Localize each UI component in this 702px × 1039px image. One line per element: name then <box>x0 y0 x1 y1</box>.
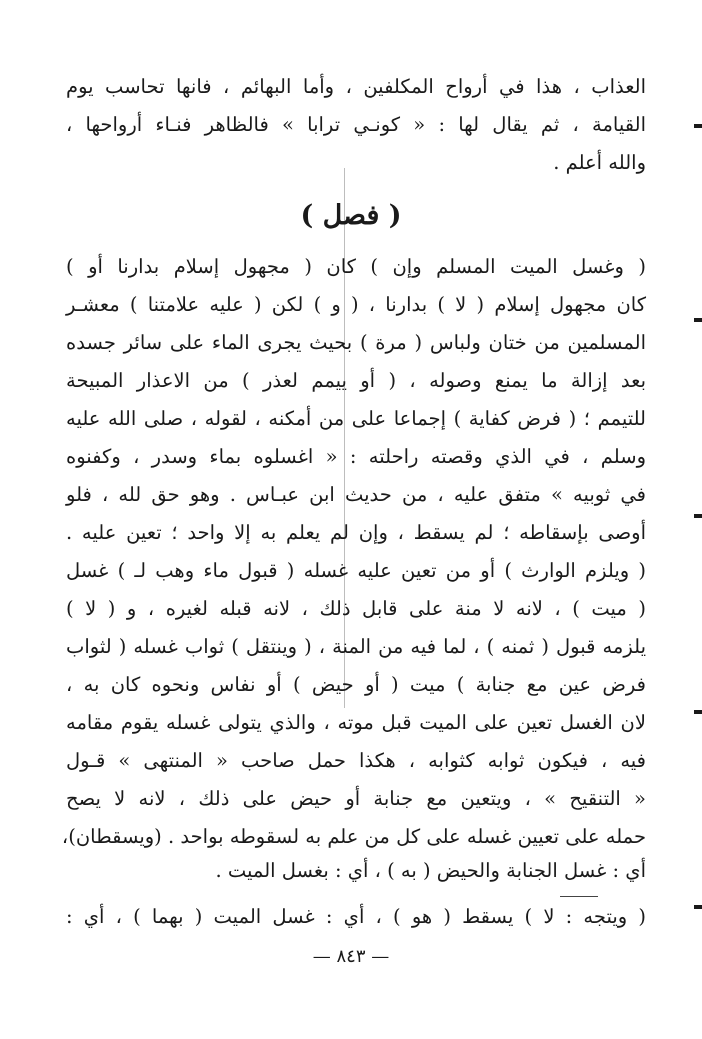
text-line: المسلمين من ختان ولباس ( مرة ) بحيث يجرى الماء على سائر جسده <box>66 331 646 354</box>
text-line: العذاب ، هذا في أرواح المكلفين ، وأما البهائم ، فانها تحاسب يوم <box>66 75 646 98</box>
text-line: حمله على تعيين غسله على كل من علم به لسقوطه بواحد . (ويسقطان)، <box>61 825 646 848</box>
text-line: القيامة ، ثم يقال لها : « كونـي ترابا » فالظاهر فنـاء أرواحها ، <box>66 113 646 136</box>
page-number: — ٨٤٣ — <box>312 946 390 967</box>
scan-edge-mark <box>694 124 702 128</box>
text-line: ( وغسل الميت المسلم وإن ) كان ( مجهول إسلام بدارنا أو ) <box>66 255 646 278</box>
text-line: لان الغسل تعين على الميت قبل موته ، والذي يتولى غسله يقوم مقامه <box>66 711 646 734</box>
text-line: فيه ، فيكون ثوابه كثوابه ، هكذا حمل صاحب « المنتهى » قـول <box>66 749 646 772</box>
text-line: والله أعلم . <box>553 151 646 174</box>
scan-edge-mark <box>694 710 702 714</box>
text-line: فرض عين مع جنابة ) ميت ( أو حيض ) أو نفاس ونحوه كان به ، <box>66 673 646 696</box>
text-line: ( ويلزم الوارث ) أو من تعين عليه غسله ( قبول ماء وهب لـ ) غسل <box>66 559 646 582</box>
text-line: وسلم ، في الذي وقصته راحلته : « اغسلوه بماء وسدر ، وكفنوه <box>66 445 646 468</box>
text-line: ( ويتجه : لا ) يسقط ( هو ) ، أي : غسل الميت ( بهما ) ، أي : <box>66 905 646 928</box>
text-line: « التنقيح » ، ويتعين مع جنابة أو حيض على ذلك ، لانه لا يصح <box>66 787 646 810</box>
text-line: للتيمم ؛ ( فرض كفاية ) إجماعا على من أمكنه ، لقوله ، صلى الله عليه <box>66 407 646 430</box>
scan-edge-mark <box>694 514 702 518</box>
text-line: أي : غسل الجنابة والحيض ( به ) ، أي : بغسل الميت . <box>215 859 646 882</box>
separator-rule <box>560 896 598 897</box>
text-line: أوصى بإسقاطه ؛ لم يسقط ، وإن لم يعلم به إلا واحد ؛ تعين عليه . <box>66 521 646 544</box>
text-line: في ثوبيه » متفق عليه ، من حديث ابن عبـاس . وهو حق لله ، فلو <box>66 483 646 506</box>
text-line: بعد إزالة ما يمنع وصوله ، ( أو ييمم لعذر ) من الاعذار المبيحة <box>66 369 646 392</box>
scan-edge-mark <box>694 318 702 322</box>
section-heading: ( فصل ) <box>300 200 402 231</box>
text-line: كان مجهول إسلام ( لا ) بدارنا ، ( و ) لكن ( عليه علامتنا ) معشـر <box>66 293 646 316</box>
text-line: ( ميت ) ، لانه لا منة على قابل ذلك ، لانه قبله لغيره ، و ( لا ) <box>66 597 646 620</box>
scan-edge-mark <box>694 905 702 909</box>
text-line: يلزمه قبول ( ثمنه ) ، لما فيه من المنة ، ( وينتقل ) ثواب غسله ( لثواب <box>66 635 646 658</box>
